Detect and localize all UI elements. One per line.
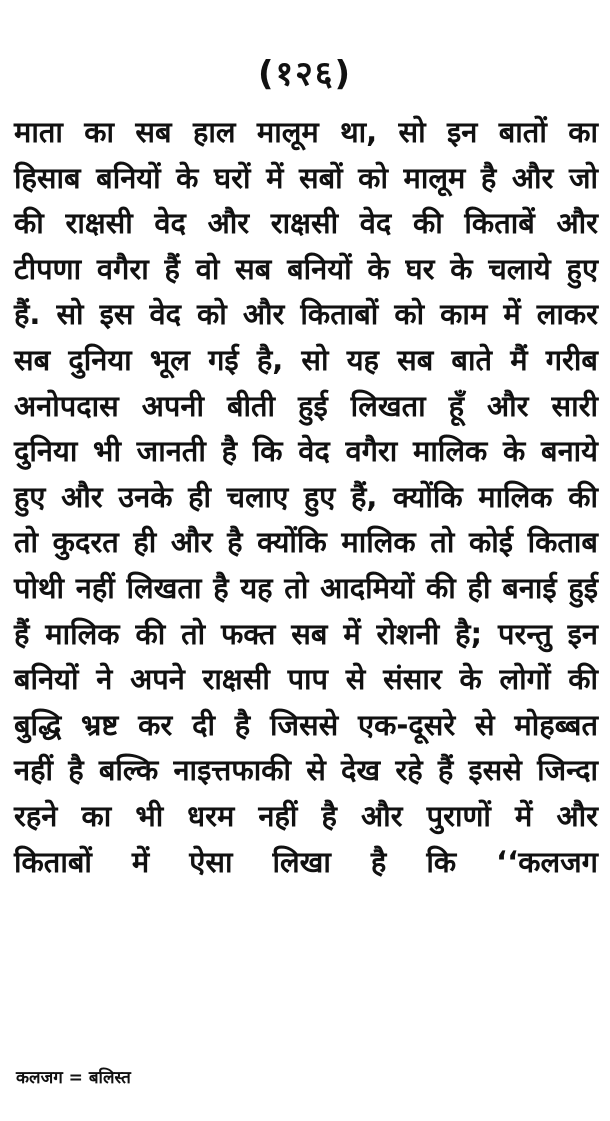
text-line: की राक्षसी वेद और राक्षसी वेद की किताबें और bbox=[14, 206, 598, 241]
text-line: किताबों में ऐसा लिखा है कि ‘‘कलजग bbox=[14, 844, 598, 879]
text-line: हिसाब बनियों के घरों में सबों को मालूम है और जो bbox=[14, 160, 598, 195]
text-line: नहीं है बल्कि नाइत्तफाकी से देख रहे हैं इससे जिन्दा bbox=[14, 753, 598, 788]
text-line: हुए और उनके ही चलाए हुए हैं, क्योंकि मालिक की bbox=[14, 479, 598, 514]
text-line: टीपणा वगैरा हैं वो सब बनियों के घर के चलाये हुए bbox=[14, 251, 598, 286]
text-line: बनियों ने अपने राक्षसी पाप से संसार के लोगों की bbox=[14, 662, 598, 697]
text-line: रहने का भी धरम नहीं है और पुराणों में और bbox=[14, 798, 598, 833]
text-line: तो कुदरत ही और है क्योंकि मालिक तो कोई किताब bbox=[14, 525, 598, 560]
text-line: सब दुनिया भूल गई है, सो यह सब बाते मैं गरीब bbox=[14, 342, 598, 377]
text-line: दुनिया भी जानती है कि वेद वगैरा मालिक के बनाये bbox=[14, 434, 598, 469]
text-line: पोथी नहीं लिखता है यह तो आदमियों की ही बनाई हुई bbox=[14, 570, 598, 605]
text-line: हैं मालिक की तो फक्त सब में रोशनी है; परन्तु इन bbox=[14, 616, 598, 651]
footnote: कलजग = बलिस्त bbox=[16, 1068, 131, 1088]
text-line: माता का सब हाल मालूम था, सो इन बातों का bbox=[14, 115, 598, 149]
text-line: बुद्धि भ्रष्ट कर दी है जिससे एक-दूसरे से मोहब्बत bbox=[14, 707, 598, 742]
body-text bbox=[14, 110, 598, 885]
text-line: हैं. सो इस वेद को और किताबों को काम में लाकर bbox=[14, 297, 598, 332]
text-line: अनोपदास अपनी बीती हुई लिखता हूँ और सारी bbox=[14, 388, 598, 423]
page-number: (१२६) bbox=[257, 54, 353, 94]
